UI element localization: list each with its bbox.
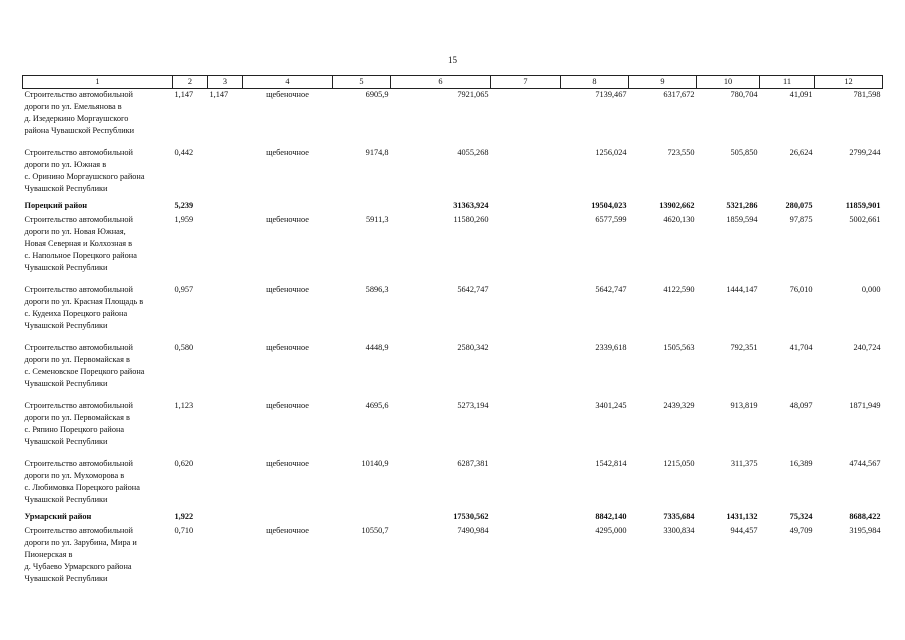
cell-col-12: 8688,422 [849,512,881,521]
cell-col-6: 17530,562 [453,512,489,521]
cell-col-10: 5321,286 [726,201,758,210]
cell-col-12: 5002,661 [849,215,881,224]
column-header: 6 [391,76,491,89]
cell-col-6: 6287,381 [457,459,489,468]
cell-col-10: 913,819 [730,401,758,410]
column-header: 1 [23,76,173,89]
cell-col-7 [491,147,561,198]
table-body [23,89,883,589]
project-name [23,284,173,342]
name-line: Строительство автомобильной [24,90,133,99]
column-header: 4 [243,76,333,89]
cell-col-5 [333,509,391,525]
cell-col-4 [243,509,333,525]
cell-col-12: 240,724 [853,343,881,352]
cell-col-11: 48,097 [789,401,813,410]
cell-col-8: 3401,245 [595,401,627,410]
cell-col-5: 4695,6 [365,401,389,410]
column-header: 8 [561,76,629,89]
cell-col-5: 9174,8 [365,148,389,157]
cell-col-3 [208,342,243,400]
column-header: 7 [491,76,561,89]
name-line: дороги по ул. Емельянова в [24,102,122,111]
cell-col-5: 10550,7 [361,526,389,535]
name-line: с. Любимовка Порецкого района [24,483,140,492]
cell-col-11: 49,709 [789,526,813,535]
cell-col-8: 7139,467 [595,90,627,99]
name-line: дороги по ул. Первомайская в [24,413,130,422]
cell-col-11: 97,875 [789,215,813,224]
name-line: Новая Северная и Колхозная в [24,239,133,248]
cell-col-8: 2339,618 [595,343,627,352]
cell-col-5: 6905,9 [365,90,389,99]
cell-col-3 [208,198,243,214]
cell-col-9: 1215,050 [663,459,695,468]
cell-col-12: 1871,949 [849,401,881,410]
project-name [23,525,173,588]
cell-col-8: 8842,140 [595,512,627,521]
cell-col-8: 6577,599 [595,215,627,224]
cell-col-7 [491,89,561,148]
name-line: дороги по ул. Первомайская в [24,355,130,364]
name-line: с. Оринино Моргаушского района [24,172,145,181]
name-line: Строительство автомобильной [24,215,133,224]
name-line: района Чувашской Республики [24,126,135,135]
cell-col-9: 4620,130 [663,215,695,224]
cell-col-2: 0,710 [174,526,194,535]
name-line: Чувашской Республики [24,321,108,330]
cell-col-10: 1444,147 [726,285,758,294]
cell-col-6: 5273,194 [457,401,489,410]
project-row [23,147,883,198]
column-header: 5 [333,76,391,89]
cell-col-9: 13902,662 [659,201,695,210]
cell-col-2: 5,239 [174,201,194,210]
cell-col-9: 6317,672 [663,90,695,99]
cell-col-10: 1431,132 [726,512,758,521]
cell-col-10: 944,457 [730,526,758,535]
cell-col-11: 26,624 [789,148,813,157]
cell-col-2: 0,620 [174,459,194,468]
name-line: Строительство автомобильной [24,285,133,294]
cell-col-12: 781,598 [853,90,881,99]
name-line: Порецкий район [24,201,88,210]
name-line: с. Кудеиха Порецкого района [24,309,128,318]
cell-col-2: 1,922 [174,512,194,521]
header-row [23,76,883,89]
cell-col-5: 5896,3 [365,285,389,294]
cell-col-7 [491,509,561,525]
cell-col-11: 76,010 [789,285,813,294]
cell-col-6: 31363,924 [453,201,489,210]
project-row [23,214,883,284]
cell-col-2: 0,957 [174,285,194,294]
cell-col-12: 0,000 [861,285,881,294]
name-line: Чувашской Республики [24,379,108,388]
cell-col-2: 1,147 [174,90,194,99]
cell-col-5: 4448,9 [365,343,389,352]
cell-col-11: 41,091 [789,90,813,99]
cell-col-7 [491,458,561,509]
cell-col-11: 16,389 [789,459,813,468]
cell-col-6: 4055,268 [457,148,489,157]
cell-col-6: 5642,747 [457,285,489,294]
name-line: д. Изедеркино Моргаушского [24,114,129,123]
name-line: Урмарский район [24,512,92,521]
project-row [23,400,883,458]
district-name [23,198,173,214]
project-name [23,214,173,284]
cell-col-8: 19504,023 [591,201,627,210]
cell-col-10: 1859,594 [726,215,758,224]
name-line: Строительство автомобильной [24,401,133,410]
cell-col-4: щебеночное [266,285,309,294]
cell-col-3 [208,284,243,342]
budget-table [22,75,883,588]
cell-col-8: 1542,814 [595,459,627,468]
cell-col-3 [208,525,243,588]
project-name [23,342,173,400]
cell-col-8: 5642,747 [595,285,627,294]
cell-col-4: щебеночное [266,459,309,468]
column-header: 9 [629,76,697,89]
name-line: с. Семеновское Порецкого района [24,367,145,376]
cell-col-9: 3300,834 [663,526,695,535]
cell-col-10: 792,351 [730,343,758,352]
cell-col-3: 1,147 [209,90,229,99]
cell-col-10: 505,850 [730,148,758,157]
name-line: д. Чубаево Урмарского района [24,562,132,571]
cell-col-11: 280,075 [785,201,813,210]
cell-col-9: 4122,590 [663,285,695,294]
name-line: с. Напольное Порецкого района [24,251,137,260]
district-total-row [23,198,883,214]
cell-col-3 [208,214,243,284]
column-header: 11 [760,76,815,89]
cell-col-3 [208,458,243,509]
cell-col-8: 4295,000 [595,526,627,535]
name-line: дороги по ул. Мухоморова в [24,471,125,480]
name-line: Чувашской Республики [24,574,108,583]
project-row [23,284,883,342]
cell-col-7 [491,525,561,588]
cell-col-4: щебеночное [266,215,309,224]
project-name [23,89,173,148]
cell-col-2: 1,959 [174,215,194,224]
column-header: 10 [697,76,760,89]
cell-col-11: 75,324 [789,512,813,521]
cell-col-6: 7490,984 [457,526,489,535]
name-line: Чувашской Республики [24,263,108,272]
project-row [23,525,883,588]
cell-col-5: 10140,9 [361,459,389,468]
column-header: 3 [208,76,243,89]
cell-col-6: 2580,342 [457,343,489,352]
district-total-row [23,509,883,525]
name-line: Строительство автомобильной [24,343,133,352]
name-line: с. Ряпино Порецкого района [24,425,125,434]
cell-col-7 [491,284,561,342]
cell-col-4: щебеночное [266,148,309,157]
cell-col-9: 723,550 [667,148,695,157]
cell-col-3 [208,400,243,458]
name-line: дороги по ул. Южная в [24,160,107,169]
cell-col-2: 1,123 [174,401,194,410]
cell-col-4: щебеночное [266,90,309,99]
column-header: 2 [173,76,208,89]
name-line: Чувашской Республики [24,437,108,446]
cell-col-6: 11580,260 [453,215,489,224]
cell-col-2: 0,580 [174,343,194,352]
cell-col-9: 7335,684 [663,512,695,521]
cell-col-10: 311,375 [730,459,758,468]
project-row [23,89,883,148]
cell-col-5: 5911,3 [365,215,389,224]
project-name [23,400,173,458]
name-line: дороги по ул. Новая Южная, [24,227,126,236]
page-number: 15 [448,55,457,65]
cell-col-11: 41,704 [789,343,813,352]
column-header: 12 [815,76,883,89]
name-line: Строительство автомобильной [24,148,133,157]
cell-col-3 [208,147,243,198]
name-line: Пионерская в [24,550,73,559]
project-name [23,458,173,509]
cell-col-12: 3195,984 [849,526,881,535]
name-line: дороги по ул. Красная Площадь в [24,297,144,306]
cell-col-4: щебеночное [266,526,309,535]
cell-col-7 [491,342,561,400]
project-row [23,342,883,400]
cell-col-2: 0,442 [174,148,194,157]
cell-col-9: 1505,563 [663,343,695,352]
name-line: дороги по ул. Зарубина, Мира и [24,538,137,547]
cell-col-4: щебеночное [266,401,309,410]
name-line: Строительство автомобильной [24,459,133,468]
cell-col-7 [491,198,561,214]
cell-col-12: 11859,901 [845,201,881,210]
cell-col-5 [333,198,391,214]
project-name [23,147,173,198]
district-name [23,509,173,525]
cell-col-9: 2439,329 [663,401,695,410]
name-line: Строительство автомобильной [24,526,133,535]
cell-col-7 [491,400,561,458]
cell-col-10: 780,704 [730,90,758,99]
cell-col-4: щебеночное [266,343,309,352]
project-row [23,458,883,509]
name-line: Чувашской Республики [24,184,108,193]
cell-col-12: 4744,567 [849,459,881,468]
cell-col-6: 7921,065 [457,90,489,99]
cell-col-4 [243,198,333,214]
cell-col-8: 1256,024 [595,148,627,157]
cell-col-7 [491,214,561,284]
cell-col-3 [208,509,243,525]
cell-col-12: 2799,244 [849,148,881,157]
name-line: Чувашской Республики [24,495,108,504]
